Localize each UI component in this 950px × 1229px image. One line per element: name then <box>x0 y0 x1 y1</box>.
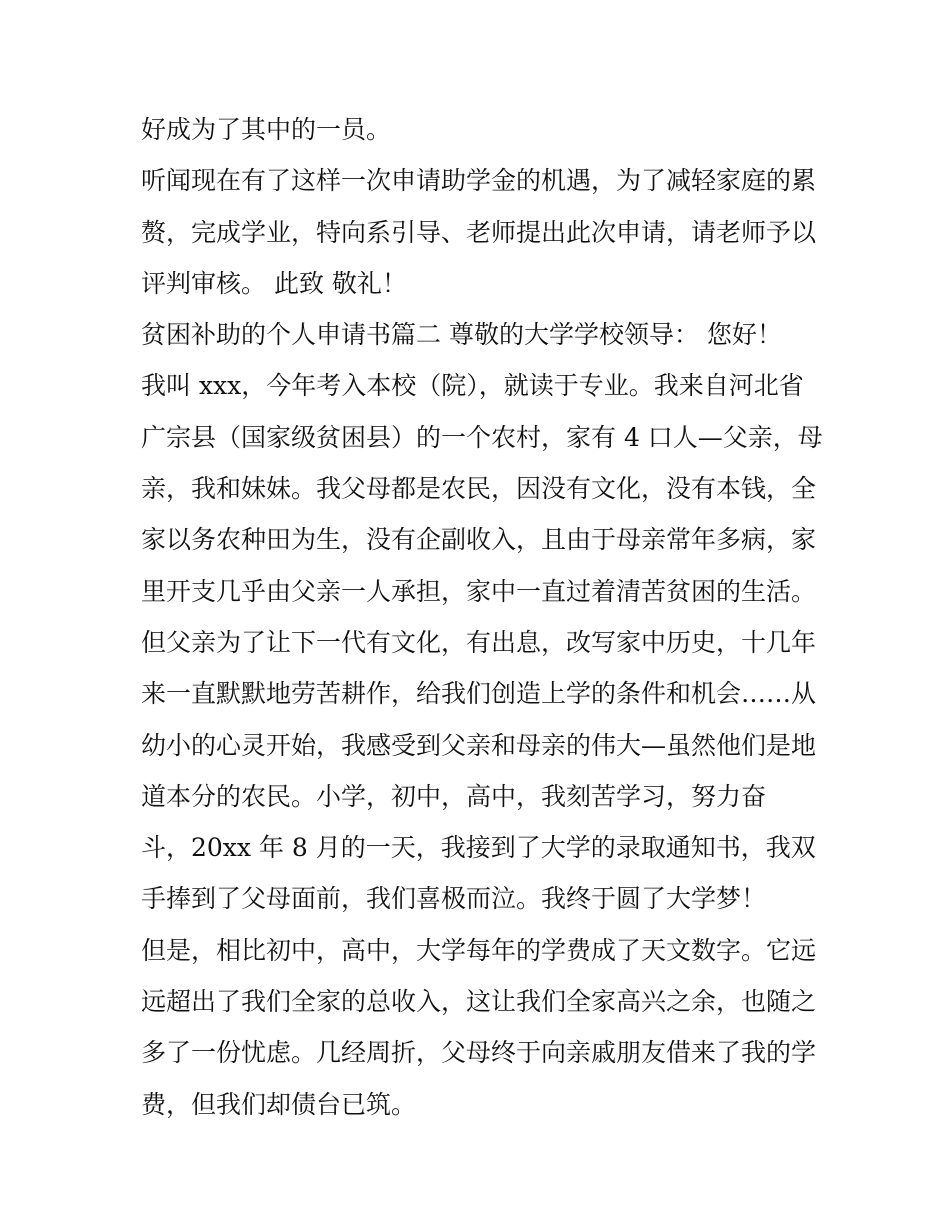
text-line: 里开支几乎由父亲一人承担，家中一直过着清苦贫困的生活。 <box>141 576 817 606</box>
text-line: 多了一份忧虑。几经周折，父母终于向亲戚朋友借来了我的学 <box>141 1038 817 1068</box>
text-line: 但父亲为了让下一代有文化，有出息，改写家中历史，十几年 <box>141 627 817 657</box>
text-line: 亲，我和妹妹。我父母都是农民，因没有文化，没有本钱，全 <box>141 474 817 504</box>
text-line: 广宗县（国家级贫困县）的一个农村，家有 4 口人—父亲，母 <box>141 422 823 452</box>
text-line: 我叫 xxx，今年考入本校（院），就读于专业。我来自河北省 <box>141 371 804 401</box>
text-line: 评判审核。 此致 敬礼！ <box>141 268 407 298</box>
text-line: 道本分的农民。小学，初中，高中，我刻苦学习，努力奋 <box>141 781 767 811</box>
text-line: 远超出了我们全家的总收入，这让我们全家高兴之余，也随之 <box>141 987 817 1017</box>
document-body <box>141 104 821 1130</box>
text-line: 幼小的心灵开始，我感受到父亲和母亲的伟大—虽然他们是地 <box>141 730 817 760</box>
text-line: 手捧到了父母面前，我们喜极而泣。我终于圆了大学梦！ <box>141 884 767 914</box>
text-line: 家以务农种田为生，没有企副收入，且由于母亲常年多病，家 <box>141 525 817 555</box>
text-line: 费，但我们却债台已筑。 <box>141 1089 417 1119</box>
text-line: 好成为了其中的一员。 <box>141 115 392 144</box>
text-line: 听闻现在有了这样一次申请助学金的机遇，为了减轻家庭的累 <box>141 166 817 196</box>
text-line: 来一直默默地劳苦耕作，给我们创造上学的条件和机会……从 <box>141 679 817 709</box>
text-line: 斗，20xx 年 8 月的一天，我接到了大学的录取通知书，我双 <box>141 833 816 863</box>
section-heading-line: 贫困补助的个人申请书篇二 尊敬的大学学校领导： 您好！ <box>141 320 782 350</box>
text-line: 但是，相比初中，高中，大学每年的学费成了天文数字。它远 <box>141 935 817 965</box>
text-line: 赘，完成学业，特向系引导、老师提出此次申请，请老师予以 <box>141 217 817 247</box>
